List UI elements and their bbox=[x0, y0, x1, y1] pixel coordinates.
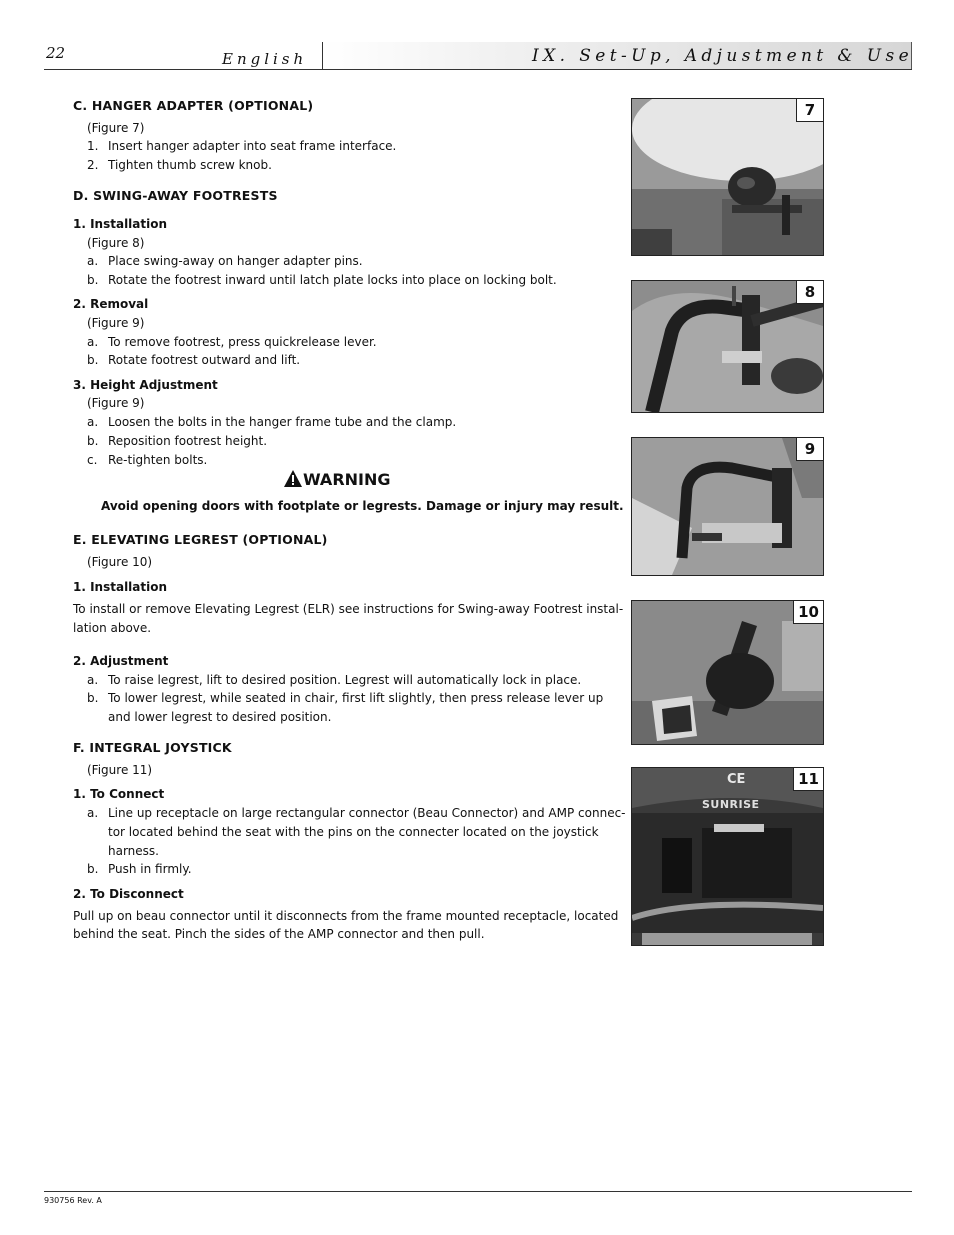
list-item bbox=[87, 451, 207, 470]
list-text: Place swing-away on hanger adapter pins. bbox=[108, 254, 363, 268]
heading-hanger-adapter: C. HANGER ADAPTER (OPTIONAL) bbox=[73, 98, 314, 113]
list-marker: a. bbox=[87, 673, 99, 687]
heading-integral-joystick: F. INTEGRAL JOYSTICK bbox=[73, 740, 232, 755]
sunrise-logo: SUNRISE bbox=[702, 798, 760, 811]
subheading-installation: 1. Installation bbox=[73, 217, 168, 231]
warning-title bbox=[284, 470, 391, 489]
list-text: To lower legrest, while seated in chair, first lift slightly, then press release lever up bbox=[108, 691, 604, 705]
list-text: To raise legrest, lift to desired position. Legrest will automatically lock in place. bbox=[108, 673, 582, 687]
list-text-continuation: tor located behind the seat with the pins on the connecter located on the joystick bbox=[108, 825, 599, 839]
figure-number: 10 bbox=[793, 601, 823, 624]
ce-mark: CE bbox=[727, 772, 746, 787]
list-marker: a. bbox=[87, 335, 99, 349]
list-text: Rotate footrest outward and lift. bbox=[108, 353, 301, 367]
list-text: Tighten thumb screw knob. bbox=[108, 158, 272, 172]
list-text-continuation: and lower legrest to desired position. bbox=[108, 710, 332, 724]
figure-number: 7 bbox=[796, 99, 823, 122]
list-marker: b. bbox=[87, 434, 99, 448]
subheading-adjustment: 2. Adjustment bbox=[73, 654, 169, 668]
paragraph-line: lation above. bbox=[73, 621, 152, 635]
warning-text: Avoid opening doors with footplate or legrests. Damage or injury may result. bbox=[101, 499, 624, 513]
figure-11-photo bbox=[631, 767, 824, 946]
subheading-height-adjustment: 3. Height Adjustment bbox=[73, 378, 218, 392]
heading-swing-away-footrests: D. SWING-AWAY FOOTRESTS bbox=[73, 188, 278, 203]
subheading-to-connect: 1. To Connect bbox=[73, 787, 165, 801]
section-title: IX. Set-Up, Adjustment & Use bbox=[532, 46, 914, 66]
list-marker: a. bbox=[87, 254, 99, 268]
list-marker: 1. bbox=[87, 139, 99, 153]
figure-ref: (Figure 9) bbox=[87, 316, 145, 330]
list-item bbox=[87, 413, 456, 432]
list-text-continuation: harness. bbox=[108, 844, 159, 858]
list-item bbox=[87, 860, 192, 879]
heading-elevating-legrest: E. ELEVATING LEGREST (OPTIONAL) bbox=[73, 532, 328, 547]
subheading-to-disconnect: 2. To Disconnect bbox=[73, 887, 184, 901]
swing-away-removal-illustration bbox=[632, 438, 823, 575]
list-text: Rotate the footrest inward until latch plate locks into place on locking bolt. bbox=[108, 273, 557, 287]
list-text: Loosen the bolts in the hanger frame tube and the clamp. bbox=[108, 415, 457, 429]
header-divider bbox=[322, 42, 323, 70]
figure-number: 11 bbox=[793, 768, 823, 791]
figure-ref: (Figure 7) bbox=[87, 121, 145, 135]
list-marker: a. bbox=[87, 806, 99, 820]
list-marker: b. bbox=[87, 273, 99, 287]
figure-10-photo bbox=[631, 600, 824, 745]
joystick-connector-illustration bbox=[632, 768, 823, 945]
language-label: English bbox=[222, 50, 308, 68]
subheading-removal: 2. Removal bbox=[73, 297, 149, 311]
header-rule bbox=[44, 69, 912, 70]
list-text: Re-tighten bolts. bbox=[108, 453, 208, 467]
list-text: Line up receptacle on large rectangular connector (Beau Connector) and AMP connec- bbox=[108, 806, 626, 820]
list-text: Push in firmly. bbox=[108, 862, 192, 876]
list-text: To remove footrest, press quickrelease lever. bbox=[108, 335, 377, 349]
figure-ref: (Figure 9) bbox=[87, 396, 145, 410]
list-item bbox=[87, 271, 557, 290]
page-number: 22 bbox=[46, 44, 66, 62]
figure-ref: (Figure 11) bbox=[87, 763, 153, 777]
list-marker: 2. bbox=[87, 158, 99, 172]
figure-8-photo bbox=[631, 280, 824, 413]
figure-ref: (Figure 8) bbox=[87, 236, 145, 250]
hanger-adapter-illustration bbox=[632, 99, 823, 255]
list-item bbox=[87, 351, 300, 370]
list-text: Insert hanger adapter into seat frame interface. bbox=[108, 139, 397, 153]
paragraph-line: To install or remove Elevating Legrest (ELR) see instructions for Swing-away Footrest instal- bbox=[73, 602, 624, 616]
figure-7-photo bbox=[631, 98, 824, 256]
paragraph-line: Pull up on beau connector until it disconnects from the frame mounted receptacle, located bbox=[73, 909, 619, 923]
list-item bbox=[87, 252, 363, 271]
subheading-installation: 1. Installation bbox=[73, 580, 168, 594]
warning-triangle-icon bbox=[284, 470, 302, 487]
list-item bbox=[87, 804, 626, 823]
figure-ref: (Figure 10) bbox=[87, 555, 153, 569]
list-marker: b. bbox=[87, 353, 99, 367]
list-item bbox=[87, 156, 272, 175]
list-marker: a. bbox=[87, 415, 99, 429]
list-marker: b. bbox=[87, 862, 99, 876]
list-item bbox=[87, 432, 267, 451]
list-text: Reposition footrest height. bbox=[108, 434, 268, 448]
list-item bbox=[87, 333, 377, 352]
list-item bbox=[87, 689, 603, 708]
paragraph-line: behind the seat. Pinch the sides of the AMP connector and then pull. bbox=[73, 927, 485, 941]
footer-rule bbox=[44, 1191, 912, 1192]
warning-title-text: WARNING bbox=[303, 470, 391, 489]
swing-away-installation-illustration bbox=[632, 281, 823, 412]
figure-number: 8 bbox=[796, 281, 823, 304]
list-item bbox=[87, 671, 581, 690]
list-marker: b. bbox=[87, 691, 99, 705]
document-code: 930756 Rev. A bbox=[44, 1196, 102, 1205]
list-item bbox=[87, 137, 396, 156]
list-marker: c. bbox=[87, 453, 98, 467]
figure-9-photo bbox=[631, 437, 824, 576]
figure-number: 9 bbox=[796, 438, 823, 461]
